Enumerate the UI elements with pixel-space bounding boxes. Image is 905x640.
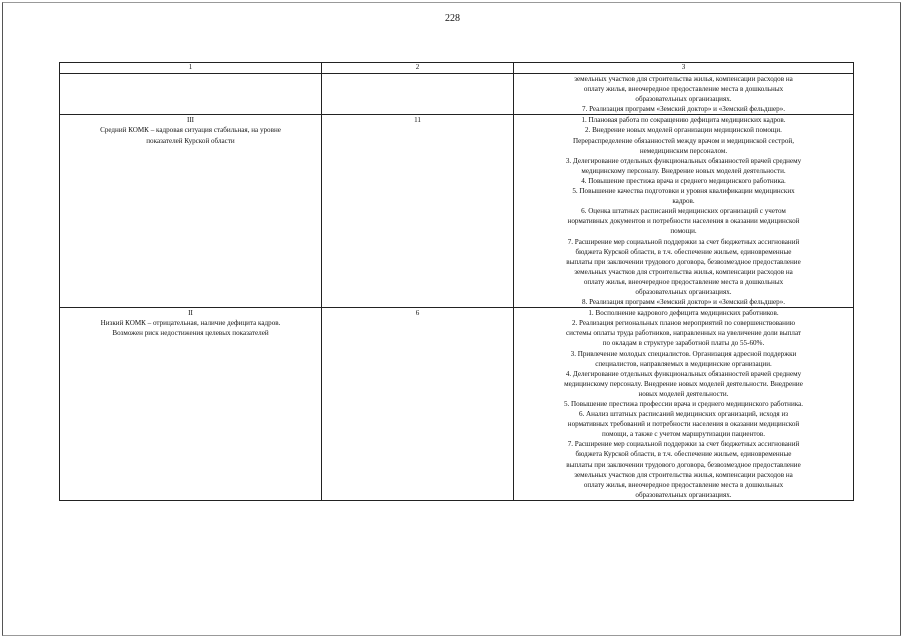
- measure-line: 7. Расширение мер социальной поддержки за счет бюджетных ассигнований: [567, 237, 800, 246]
- document-table: [59, 62, 854, 501]
- level-cell: [60, 74, 322, 115]
- measures-cell: [514, 308, 854, 501]
- page-number: 228: [445, 13, 460, 24]
- measure-line: земельных участков для строительства жилья, компенсации расходов на: [574, 470, 793, 479]
- measure-line: 4. Повышение престижа врача и среднего медицинского работника.: [581, 176, 786, 185]
- level-cell: [60, 115, 322, 308]
- table-row: [60, 74, 854, 115]
- measure-line: помощи, а также с учетом маршрутизации пациентов.: [601, 430, 766, 439]
- measure-line: 8. Реализация программ «Земский доктор» и «Земский фельдшер».: [581, 298, 786, 307]
- measure-line: образовательных организациях.: [635, 287, 732, 296]
- count-cell: [322, 74, 514, 115]
- measure-line: земельных участков для строительства жилья, компенсации расходов на: [574, 267, 793, 276]
- measure-line: 1. Плановая работа по сокращению дефицита медицинских кадров.: [581, 116, 786, 125]
- measure-line: бюджета Курской области, в т.ч. обеспечение жильем, единовременные: [575, 450, 792, 459]
- measure-line: оплату жилья, внеочередное предоставление места в дошкольных: [583, 480, 784, 489]
- measure-line: немедицинским персоналом.: [639, 146, 728, 155]
- measure-line: нормативных требований и потребности населения в оказании медицинской: [567, 420, 800, 429]
- measure-line: бюджета Курской области, в т.ч. обеспечение жильем, единовременные: [575, 247, 792, 256]
- measure-line: 2. Реализация региональных планов мероприятий по совершенствованию: [571, 319, 796, 328]
- level-description-line: Низкий КОМК – отрицательная, наличие дефицита кадров.: [100, 319, 281, 328]
- measures-cell: [514, 74, 854, 115]
- measures-cell: [514, 115, 854, 308]
- measure-line: оплату жилья, внеочередное предоставление места в дошкольных: [583, 277, 784, 286]
- measure-line: 6. Оценка штатных расписаний медицинских организаций с учетом: [581, 207, 786, 216]
- level-description-line: Средний КОМК – кадровая ситуация стабильная, на уровне: [100, 126, 281, 135]
- measure-line: выплаты при заключении трудового договора, безвозмездное предоставление: [566, 257, 801, 266]
- measure-line: 5. Повышение престижа профессии врача и среднего медицинского работника.: [563, 400, 804, 408]
- measure-line: земельных участков для строительства жилья, компенсации расходов на: [574, 75, 793, 83]
- measure-line: 3. Делегирование отдельных функциональных обязанностей врачей среднему: [565, 156, 802, 165]
- table-row: [60, 115, 854, 308]
- measure-line: 2. Внедрение новых моделей организации медицинской помощи.: [585, 126, 782, 135]
- measure-line: 3. Привлечение молодых специалистов. Организация адресной поддержки: [570, 349, 797, 358]
- count-cell: 6: [322, 308, 514, 501]
- measure-line: 5. Повышение качества подготовки и уровня квалификации медицинских: [572, 187, 795, 196]
- measure-line: 6. Анализ штатных расписаний медицинских организаций, исходя из: [578, 410, 789, 419]
- measure-line: образовательных организациях.: [635, 95, 732, 104]
- measure-line: помощи.: [670, 227, 697, 236]
- measure-line: 7. Реализация программ «Земский доктор» и «Земский фельдшер».: [581, 105, 786, 114]
- table-row: [60, 308, 854, 501]
- measure-line: 7. Расширение мер социальной поддержки за счет бюджетных ассигнований: [567, 440, 800, 449]
- measure-line: 4. Делегирование отдельных функциональных обязанностей врачей среднему: [565, 369, 802, 378]
- measure-line: образовательных организациях.: [635, 490, 732, 499]
- header-cell-2: 2: [322, 63, 514, 74]
- count-cell: 11: [322, 115, 514, 308]
- measure-line: выплаты при заключении трудового договора, безвозмездное предоставление: [566, 460, 801, 469]
- level-roman-numeral: III: [186, 116, 195, 125]
- level-cell: [60, 308, 322, 501]
- measure-line: специалистов, направляемых в медицинские организации.: [595, 359, 772, 368]
- measure-line: медицинскому персоналу. Внедрение новых моделей деятельности.: [581, 166, 786, 175]
- measure-line: медицинскому персоналу. Внедрение новых моделей деятельности. Внедрение: [564, 379, 803, 388]
- measure-line: 1. Восполнение кадрового дефицита медицинских работников.: [588, 309, 779, 318]
- table-header-row: [60, 63, 854, 74]
- measure-line: системы оплаты труда работников, направленных на увеличение доли выплат: [565, 329, 802, 338]
- measure-line: по окладам в структуре заработной платы до 55-60%.: [602, 339, 765, 348]
- measure-line: кадров.: [672, 197, 695, 206]
- level-description-line: Возможен риск недостижения целевых показателей: [112, 329, 269, 338]
- header-cell-3: 3: [514, 63, 854, 74]
- measure-line: новых моделей деятельности.: [638, 389, 729, 398]
- level-description-line: показателей Курской области: [146, 136, 235, 145]
- header-cell-1: 1: [60, 63, 322, 74]
- level-roman-numeral: II: [188, 309, 193, 318]
- measure-line: нормативных документов и потребности населения в оказании медицинской: [567, 217, 800, 226]
- measure-line: оплату жилья, внеочередное предоставление места в дошкольных: [583, 85, 784, 94]
- measure-line: Перераспределение обязанностей между врачом и медицинской сестрой,: [573, 136, 794, 145]
